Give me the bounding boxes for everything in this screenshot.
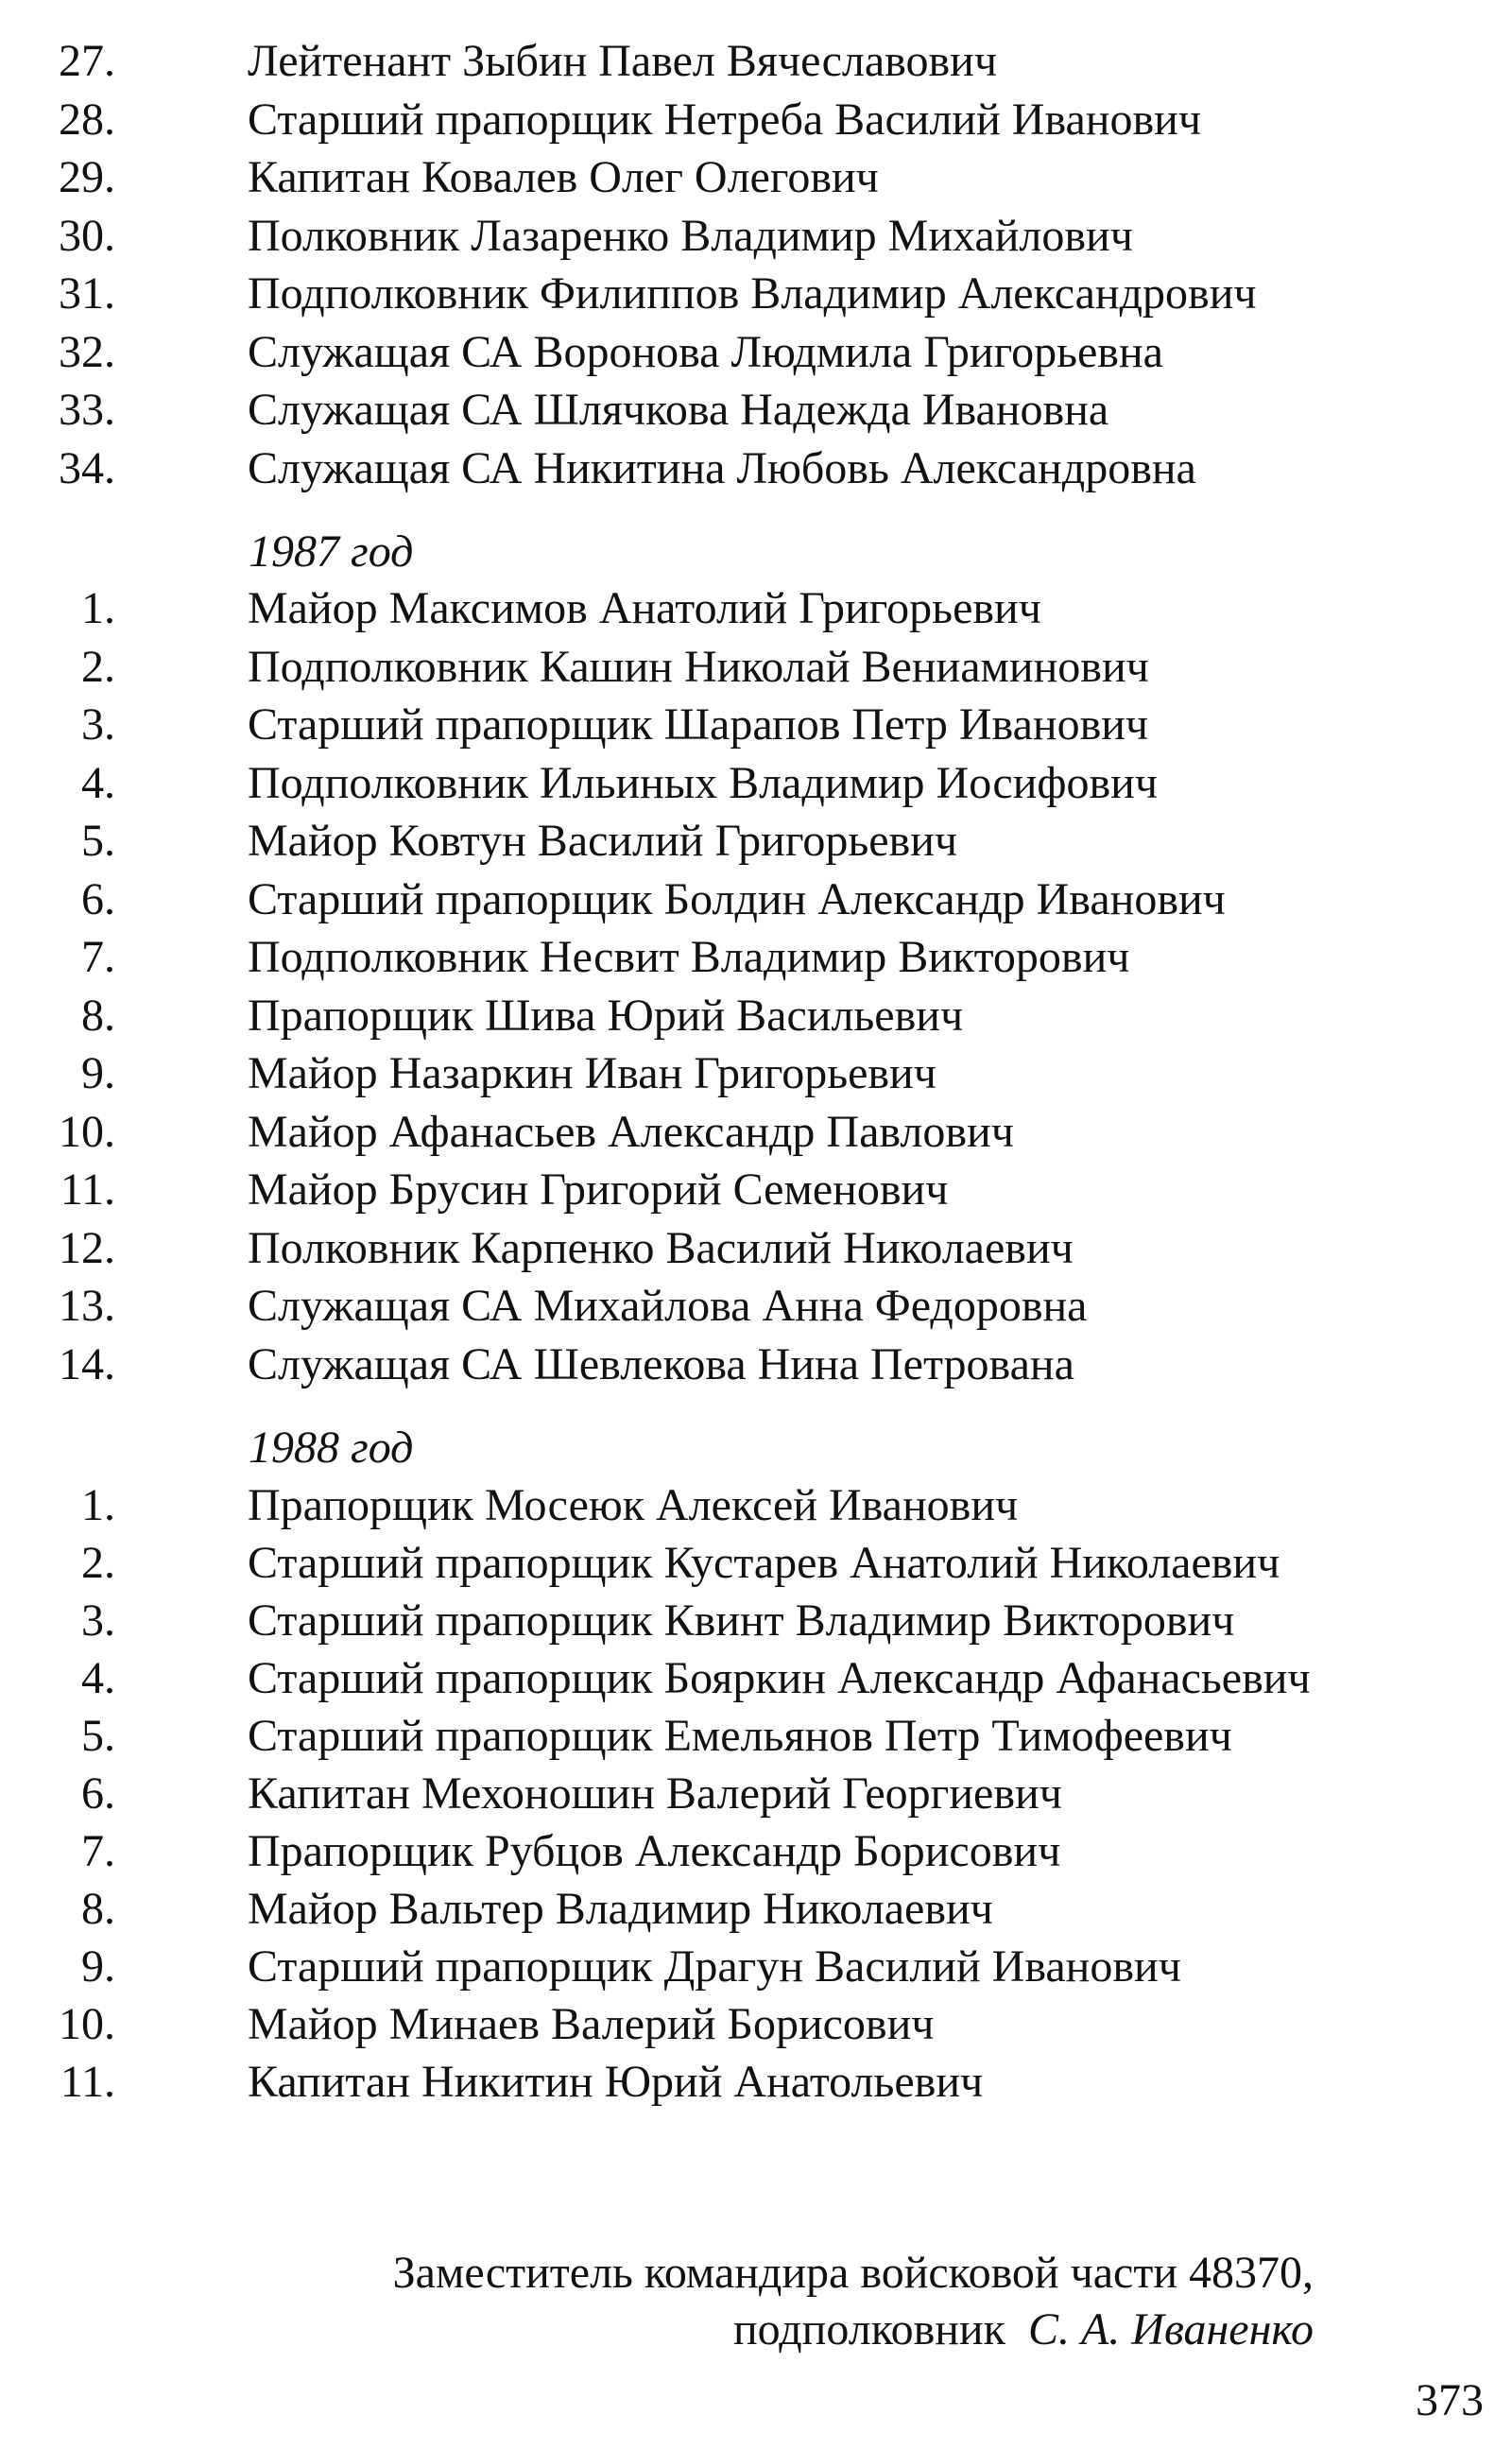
- item-number: 4.: [81, 1653, 115, 1703]
- list-item: [0, 638, 1418, 697]
- list-item: [0, 91, 1418, 149]
- item-name: Старший прапорщик Драгун Василий Иванович: [248, 1941, 1181, 1992]
- item-number: 5.: [81, 1711, 115, 1761]
- list-item: [0, 2053, 1418, 2112]
- list-item: [0, 1161, 1418, 1219]
- item-number: 1.: [81, 1480, 115, 1530]
- item-number: 7.: [81, 932, 115, 982]
- item-number: 10.: [59, 1106, 115, 1157]
- item-name: Полковник Лазаренко Владимир Михайлович: [248, 210, 1133, 261]
- item-number: 8.: [81, 1884, 115, 1934]
- item-name: Служащая СА Михайлова Анна Федоровна: [248, 1281, 1088, 1331]
- list-item: [0, 148, 1418, 207]
- item-name: Служащая СА Шлячкова Надежда Ивановна: [248, 385, 1109, 435]
- list-item: [0, 696, 1418, 754]
- item-name: Майор Максимов Анатолий Григорьевич: [248, 583, 1041, 633]
- item-number: 7.: [81, 1826, 115, 1876]
- list-item: [0, 323, 1418, 382]
- item-number: 27.: [59, 36, 115, 86]
- item-number: 2.: [81, 1538, 115, 1588]
- list-item: [0, 1277, 1418, 1336]
- list-item: [0, 207, 1418, 266]
- year-heading-1987: 1987 год: [249, 526, 414, 577]
- item-number: 11.: [60, 2057, 115, 2107]
- item-number: 3.: [81, 699, 115, 750]
- item-number: 1.: [81, 583, 115, 633]
- item-number: 5.: [81, 816, 115, 866]
- item-number: 6.: [81, 1768, 115, 1819]
- list-item: [0, 1707, 1418, 1766]
- item-number: 14.: [59, 1338, 115, 1389]
- item-number: 4.: [81, 757, 115, 808]
- item-name: Майор Минаев Валерий Борисович: [248, 1999, 935, 2049]
- item-number: 10.: [59, 1999, 115, 2049]
- list-item: [0, 32, 1418, 91]
- item-name: Прапорщик Рубцов Александр Борисович: [248, 1826, 1061, 1876]
- item-name: Служащая СА Никитина Любовь Александровна: [248, 442, 1196, 493]
- item-name: Прапорщик Шива Юрий Васильевич: [248, 990, 964, 1041]
- item-name: Старший прапорщик Квинт Владимир Викторович: [248, 1595, 1235, 1646]
- list-item: [0, 1649, 1418, 1708]
- list-item: [0, 928, 1418, 987]
- list-item: [0, 1336, 1418, 1394]
- signature-rank: подполковник: [732, 2304, 1005, 2354]
- list-item: [0, 1044, 1418, 1103]
- item-name: Капитан Ковалев Олег Олегович: [248, 152, 879, 202]
- item-name: Майор Афанасьев Александр Павлович: [248, 1106, 1014, 1157]
- item-number: 9.: [81, 1048, 115, 1098]
- page-number: 373: [1416, 2375, 1484, 2425]
- item-name: Капитан Мехоношин Валерий Георгиевич: [248, 1768, 1062, 1819]
- signature-name: С. А. Иваненко: [1027, 2304, 1314, 2354]
- item-number: 33.: [59, 385, 115, 435]
- item-name: Лейтенант Зыбин Павел Вячеславович: [248, 36, 997, 86]
- item-number: 32.: [59, 326, 115, 377]
- item-name: Майор Вальтер Владимир Николаевич: [248, 1884, 993, 1934]
- item-name: Подполковник Филиппов Владимир Александрович: [248, 268, 1257, 319]
- item-name: Майор Брусин Григорий Семенович: [248, 1164, 949, 1215]
- item-number: 11.: [60, 1164, 115, 1215]
- item-number: 29.: [59, 152, 115, 202]
- item-name: Прапорщик Мосеюк Алексей Иванович: [248, 1480, 1019, 1530]
- list-item: [0, 1995, 1418, 2054]
- item-name: Капитан Никитин Юрий Анатольевич: [248, 2057, 984, 2107]
- list-item: [0, 1103, 1418, 1162]
- list-item: [0, 1822, 1418, 1881]
- item-number: 28.: [59, 94, 115, 145]
- list-item: [0, 1592, 1418, 1650]
- item-number: 2.: [81, 641, 115, 692]
- item-name: Подполковник Несвит Владимир Викторович: [248, 932, 1130, 982]
- list-item: [0, 579, 1418, 638]
- list-item: [0, 812, 1418, 871]
- list-item: [0, 1534, 1418, 1593]
- year-heading-1988: 1988 год: [249, 1423, 414, 1473]
- item-name: Старший прапорщик Емельянов Петр Тимофеевич: [248, 1711, 1232, 1761]
- item-name: Старший прапорщик Нетреба Василий Иванович: [248, 94, 1201, 145]
- list-item: [0, 265, 1418, 323]
- item-number: 13.: [59, 1281, 115, 1331]
- item-number: 31.: [59, 268, 115, 319]
- list-item: [0, 1476, 1418, 1535]
- list-item: [0, 987, 1418, 1045]
- item-name: Служащая СА Воронова Людмила Григорьевна: [248, 326, 1163, 377]
- item-number: 6.: [81, 873, 115, 924]
- item-number: 30.: [59, 210, 115, 261]
- signature-title: Заместитель командира войсковой части 48370,: [392, 2248, 1314, 2298]
- item-number: 8.: [81, 990, 115, 1041]
- item-name: Старший прапорщик Болдин Александр Иванович: [248, 873, 1226, 924]
- item-number: 3.: [81, 1595, 115, 1646]
- item-name: Старший прапорщик Кустарев Анатолий Николаевич: [248, 1538, 1280, 1588]
- list-item: [0, 1219, 1418, 1278]
- item-name: Старший прапорщик Бояркин Александр Афанасьевич: [248, 1653, 1311, 1703]
- item-number: 12.: [59, 1222, 115, 1273]
- signature-block: [393, 2245, 1314, 2358]
- list-item: [0, 440, 1418, 498]
- item-number: 9.: [81, 1941, 115, 1992]
- list-item: [0, 754, 1418, 813]
- item-name: Старший прапорщик Шарапов Петр Иванович: [248, 699, 1149, 750]
- list-item: [0, 1938, 1418, 1996]
- item-name: Подполковник Ильиных Владимир Иосифович: [248, 757, 1158, 808]
- item-number: 34.: [59, 442, 115, 493]
- item-name: Полковник Карпенко Василий Николаевич: [248, 1222, 1074, 1273]
- list-item: [0, 1765, 1418, 1823]
- item-name: Служащая СА Шевлекова Нина Петрована: [248, 1338, 1074, 1389]
- item-name: Майор Назаркин Иван Григорьевич: [248, 1048, 936, 1098]
- list-item: [0, 1880, 1418, 1939]
- item-name: Подполковник Кашин Николай Вениаминович: [248, 641, 1149, 692]
- item-name: Майор Ковтун Василий Григорьевич: [248, 816, 958, 866]
- signature-rank-line: [393, 2302, 1314, 2358]
- list-item: [0, 871, 1418, 929]
- list-item: [0, 381, 1418, 440]
